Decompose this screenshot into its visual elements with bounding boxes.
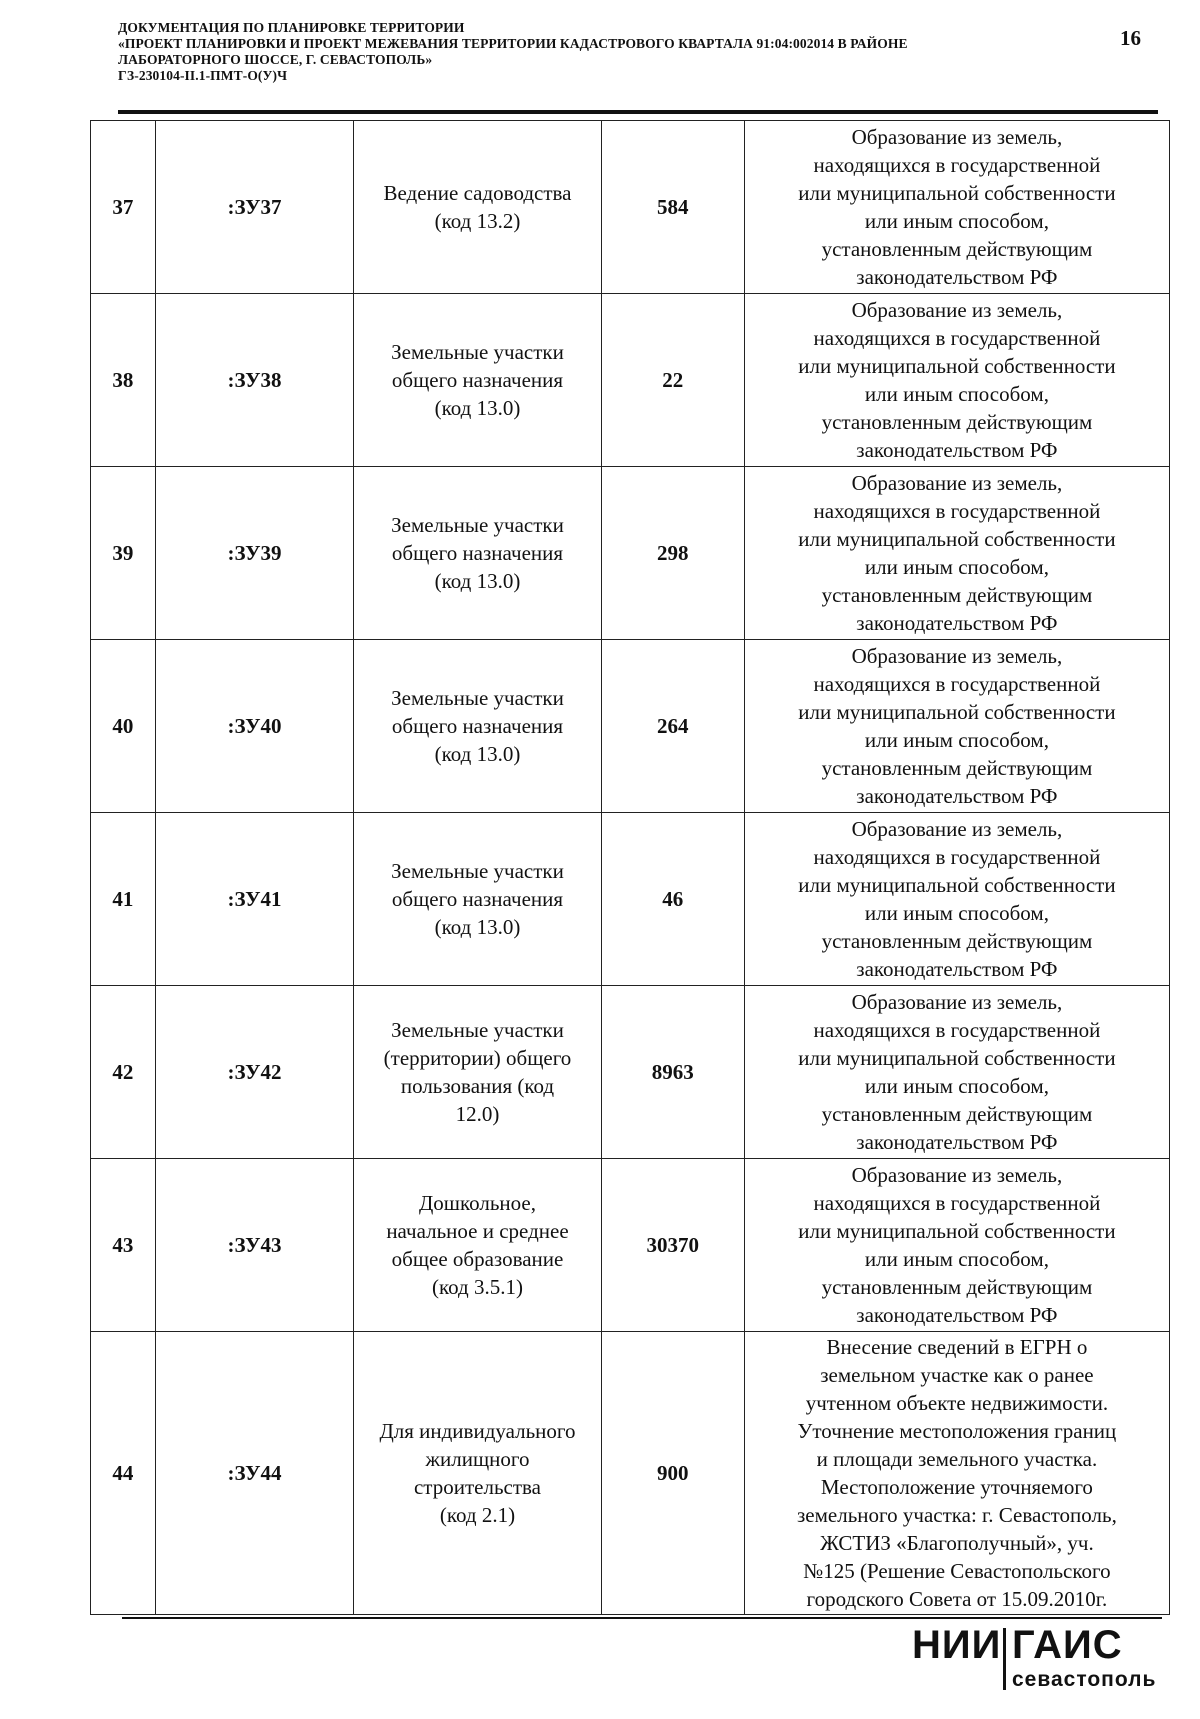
- permitted-use-cell: [354, 294, 601, 467]
- header-line-4: ГЗ-230104-II.1-ПМТ-О(У)Ч: [118, 68, 288, 83]
- formation-method-line: ЖСТИЗ «Благополучный», уч.: [820, 1531, 1094, 1555]
- permitted-use-line: общего назначения: [391, 887, 564, 911]
- row-number-cell: 37: [91, 121, 156, 294]
- formation-method-line: установленным действующим: [821, 410, 1093, 434]
- formation-method-cell: [744, 1332, 1169, 1615]
- permitted-use-line: (код 13.0): [434, 742, 521, 766]
- formation-method-line: Образование из земель,: [851, 644, 1063, 668]
- permitted-use-line: общего назначения: [391, 368, 564, 392]
- plot-code-cell: :ЗУ44: [155, 1332, 354, 1615]
- row-number-cell: 41: [91, 813, 156, 986]
- formation-method-line: Образование из земель,: [851, 298, 1063, 322]
- permitted-use-line: жилищного: [425, 1447, 530, 1471]
- permitted-use-line: строительства: [413, 1475, 541, 1499]
- formation-method-line: находящихся в государственной: [813, 326, 1101, 350]
- table-row: [91, 467, 1170, 640]
- row-number-cell: 40: [91, 640, 156, 813]
- formation-method-line: или муниципальной собственности: [798, 700, 1116, 724]
- permitted-use-line: (код 13.0): [434, 396, 521, 420]
- permitted-use-line: 12.0): [455, 1102, 500, 1126]
- table-row: [91, 121, 1170, 294]
- formation-method-line: или иным способом,: [864, 555, 1049, 579]
- formation-method-line: установленным действующим: [821, 1102, 1093, 1126]
- formation-method-cell: [744, 294, 1169, 467]
- header-line-3: ЛАБОРАТОРНОГО ШОССЕ, Г. СЕВАСТОПОЛЬ»: [118, 52, 433, 67]
- formation-method-line: находящихся в государственной: [813, 499, 1101, 523]
- formation-method-cell: [744, 121, 1169, 294]
- plot-code-cell: :ЗУ41: [155, 813, 354, 986]
- permitted-use-line: (код 13.0): [434, 915, 521, 939]
- permitted-use-line: (территории) общего: [383, 1046, 572, 1070]
- permitted-use-line: (код 3.5.1): [432, 1275, 523, 1299]
- formation-method-line: или иным способом,: [864, 728, 1049, 752]
- formation-method-line: Местоположение уточняемого: [820, 1475, 1093, 1499]
- formation-method-line: законодательством РФ: [856, 438, 1058, 462]
- formation-method-cell: [744, 640, 1169, 813]
- permitted-use-line: общее образование: [391, 1247, 564, 1271]
- permitted-use-line: Ведение садоводства: [383, 181, 572, 205]
- area-cell: 46: [601, 813, 744, 986]
- formation-method-line: законодательством РФ: [856, 957, 1058, 981]
- formation-method-line: или муниципальной собственности: [798, 354, 1116, 378]
- formation-method-line: или муниципальной собственности: [798, 1219, 1116, 1243]
- formation-method-line: или иным способом,: [864, 1074, 1049, 1098]
- plot-code-cell: :ЗУ37: [155, 121, 354, 294]
- permitted-use-line: (код 13.2): [434, 209, 521, 233]
- permitted-use-line: Для индивидуального: [379, 1419, 576, 1443]
- formation-method-line: Образование из земель,: [851, 817, 1063, 841]
- document-header: [118, 20, 1078, 84]
- row-number-cell: 42: [91, 986, 156, 1159]
- permitted-use-line: Земельные участки: [391, 686, 564, 710]
- permitted-use-line: пользования (код: [400, 1074, 555, 1098]
- row-number-cell: 43: [91, 1159, 156, 1332]
- permitted-use-line: Земельные участки: [391, 513, 564, 537]
- formation-method-line: городского Совета от 15.09.2010г.: [806, 1587, 1108, 1611]
- permitted-use-line: Дошкольное,: [418, 1191, 536, 1215]
- permitted-use-cell: [354, 1159, 601, 1332]
- land-plots-table: [90, 120, 1170, 1615]
- permitted-use-line: общего назначения: [391, 541, 564, 565]
- formation-method-line: законодательством РФ: [856, 784, 1058, 808]
- area-cell: 900: [601, 1332, 744, 1615]
- formation-method-line: законодательством РФ: [856, 1303, 1058, 1327]
- nii-gais-logo: [900, 1622, 1165, 1702]
- row-number-cell: 44: [91, 1332, 156, 1615]
- formation-method-line: установленным действующим: [821, 237, 1093, 261]
- permitted-use-cell: [354, 813, 601, 986]
- logo-separator: [1003, 1628, 1006, 1690]
- formation-method-line: или муниципальной собственности: [798, 527, 1116, 551]
- area-cell: 264: [601, 640, 744, 813]
- header-line-1: ДОКУМЕНТАЦИЯ ПО ПЛАНИРОВКЕ ТЕРРИТОРИИ: [118, 20, 465, 35]
- area-cell: 22: [601, 294, 744, 467]
- formation-method-line: находящихся в государственной: [813, 845, 1101, 869]
- permitted-use-cell: [354, 467, 601, 640]
- logo-text-gais: ГАИС: [1012, 1623, 1123, 1667]
- formation-method-line: находящихся в государственной: [813, 1191, 1101, 1215]
- formation-method-line: Образование из земель,: [851, 990, 1063, 1014]
- formation-method-cell: [744, 1159, 1169, 1332]
- formation-method-line: Уточнение местоположения границ: [797, 1419, 1117, 1443]
- formation-method-cell: [744, 813, 1169, 986]
- formation-method-line: или муниципальной собственности: [798, 181, 1116, 205]
- permitted-use-cell: [354, 640, 601, 813]
- footer-divider: [122, 1617, 1162, 1619]
- formation-method-line: находящихся в государственной: [813, 1018, 1101, 1042]
- header-line-2: «ПРОЕКТ ПЛАНИРОВКИ И ПРОЕКТ МЕЖЕВАНИЯ ТЕРРИТОРИИ КАДАСТРОВОГО КВАРТАЛА 91:04:002014 В РАЙОНЕ: [118, 36, 908, 51]
- permitted-use-line: (код 13.0): [434, 569, 521, 593]
- table-row: [91, 1159, 1170, 1332]
- permitted-use-line: общего назначения: [391, 714, 564, 738]
- formation-method-line: находящихся в государственной: [813, 153, 1101, 177]
- plot-code-cell: :ЗУ39: [155, 467, 354, 640]
- plot-code-cell: :ЗУ43: [155, 1159, 354, 1332]
- formation-method-line: Образование из земель,: [851, 1163, 1063, 1187]
- formation-method-line: земельного участка: г. Севастополь,: [797, 1503, 1117, 1527]
- table-row: [91, 813, 1170, 986]
- area-cell: 30370: [601, 1159, 744, 1332]
- formation-method-line: установленным действующим: [821, 1275, 1093, 1299]
- formation-method-line: учтенном объекте недвижимости.: [805, 1391, 1109, 1415]
- formation-method-line: установленным действующим: [821, 929, 1093, 953]
- formation-method-line: земельном участке как о ранее: [820, 1363, 1094, 1387]
- formation-method-line: Образование из земель,: [851, 125, 1063, 149]
- permitted-use-line: Земельные участки: [391, 340, 564, 364]
- formation-method-line: №125 (Решение Севастопольского: [803, 1559, 1111, 1583]
- formation-method-line: или муниципальной собственности: [798, 1046, 1116, 1070]
- table-row: [91, 294, 1170, 467]
- permitted-use-cell: [354, 1332, 601, 1615]
- permitted-use-cell: [354, 121, 601, 294]
- formation-method-line: и площади земельного участка.: [816, 1447, 1098, 1471]
- plot-code-cell: :ЗУ42: [155, 986, 354, 1159]
- formation-method-line: или иным способом,: [864, 901, 1049, 925]
- logo-text-nii: НИИ: [912, 1623, 1002, 1667]
- permitted-use-line: начальное и среднее: [386, 1219, 569, 1243]
- page-number: 16: [1120, 26, 1141, 50]
- formation-method-line: или иным способом,: [864, 1247, 1049, 1271]
- row-number-cell: 38: [91, 294, 156, 467]
- formation-method-line: или муниципальной собственности: [798, 873, 1116, 897]
- table-body: [91, 121, 1170, 1615]
- plot-code-cell: :ЗУ40: [155, 640, 354, 813]
- table-row: [91, 1332, 1170, 1615]
- row-number-cell: 39: [91, 467, 156, 640]
- permitted-use-cell: [354, 986, 601, 1159]
- plot-code-cell: :ЗУ38: [155, 294, 354, 467]
- area-cell: 298: [601, 467, 744, 640]
- permitted-use-line: Земельные участки: [391, 859, 564, 883]
- formation-method-line: Внесение сведений в ЕГРН о: [826, 1335, 1088, 1359]
- logo-text-city: севастополь: [1012, 1668, 1157, 1691]
- formation-method-line: законодательством РФ: [856, 1130, 1058, 1154]
- formation-method-line: установленным действующим: [821, 756, 1093, 780]
- table-row: [91, 986, 1170, 1159]
- permitted-use-line: Земельные участки: [391, 1018, 564, 1042]
- formation-method-line: Образование из земель,: [851, 471, 1063, 495]
- formation-method-line: законодательством РФ: [856, 265, 1058, 289]
- formation-method-line: установленным действующим: [821, 583, 1093, 607]
- table-row: [91, 640, 1170, 813]
- area-cell: 584: [601, 121, 744, 294]
- permitted-use-line: (код 2.1): [439, 1503, 516, 1527]
- formation-method-line: законодательством РФ: [856, 611, 1058, 635]
- formation-method-line: или иным способом,: [864, 382, 1049, 406]
- formation-method-line: или иным способом,: [864, 209, 1049, 233]
- area-cell: 8963: [601, 986, 744, 1159]
- formation-method-line: находящихся в государственной: [813, 672, 1101, 696]
- formation-method-cell: [744, 467, 1169, 640]
- formation-method-cell: [744, 986, 1169, 1159]
- header-divider: [118, 110, 1158, 114]
